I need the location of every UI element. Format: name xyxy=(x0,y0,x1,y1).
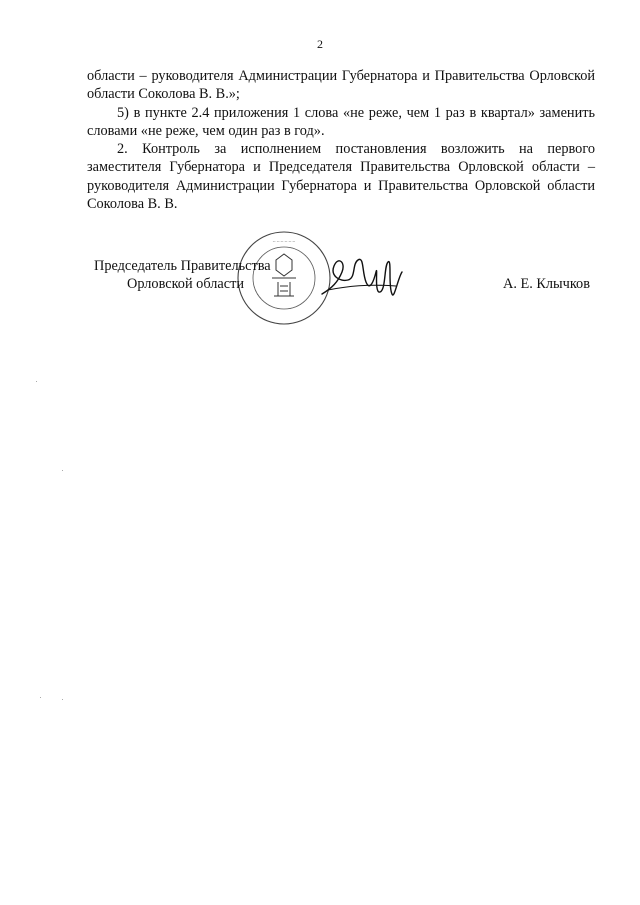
document-body xyxy=(87,67,595,213)
signatory-title-line1: Председатель Правительства xyxy=(94,258,271,274)
handwritten-signature xyxy=(318,242,408,312)
paragraph-control: 2. Контроль за исполнением постановления возложить на первого заместителя Губернатора и Председателя Правительства Орловской области – руководителя Администрации Губернатора и Правительства Орловской области Соколова В. В. xyxy=(87,141,595,213)
scan-speck xyxy=(62,699,63,700)
signatory-title-line2: Орловской области xyxy=(127,276,244,292)
paragraph-item-5: 5) в пункте 2.4 приложения 1 слова «не реже, чем 1 раз в квартал» заменить словами «не реже, чем один раз в год». xyxy=(87,104,595,139)
signatory-name: А. Е. Клычков xyxy=(503,276,590,292)
scan-speck xyxy=(62,470,63,471)
scan-speck xyxy=(36,381,37,382)
paragraph-continuation: области – руководителя Администрации Губернатора и Правительства Орловской области Соколова В. В.»; xyxy=(87,68,595,103)
svg-text:~ ~ ~ ~ ~ ~: ~ ~ ~ ~ ~ ~ xyxy=(272,240,296,245)
page-number: 2 xyxy=(317,37,323,51)
signature-block xyxy=(0,228,640,338)
scan-speck xyxy=(40,697,41,698)
